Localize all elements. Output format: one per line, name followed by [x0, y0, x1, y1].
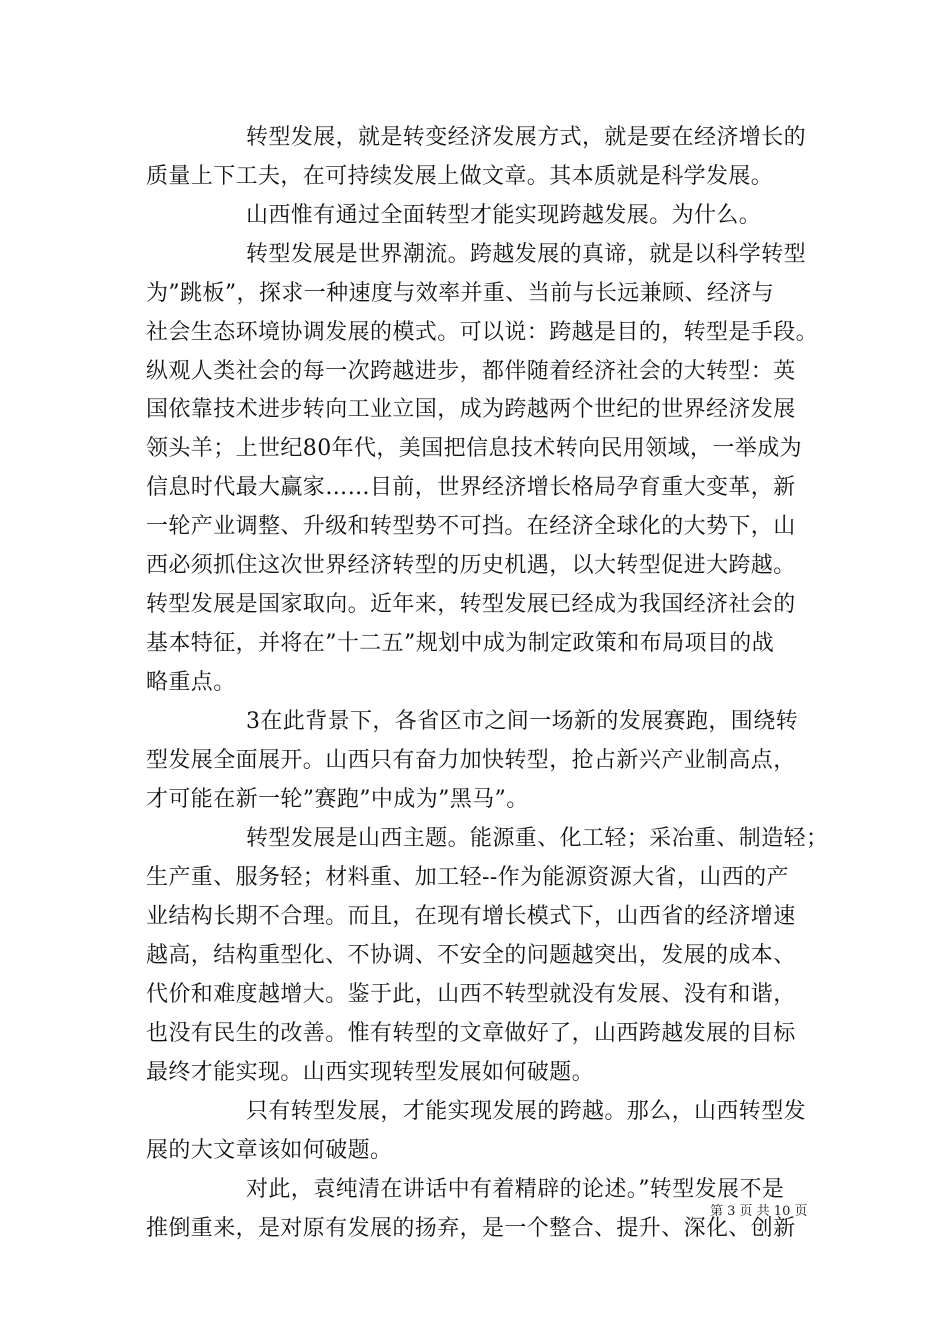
paragraph-line: 只有转型发展，才能实现发展的跨越。那么，山西转型发 [246, 1099, 807, 1124]
paragraph-line: 纵观人类社会的每一次跨越进步，都伴随着经济社会的大转型：英 [146, 359, 796, 384]
paragraph-line: 展的大文章该如何破题。 [146, 1138, 393, 1163]
paragraph-line: 为”跳板”，探求一种速度与效率并重、当前与长远兼顾、经济与 [146, 281, 775, 306]
paragraph-line: 西必须抓住这次世界经济转型的历史机遇，以大转型促进大跨越。 [146, 553, 796, 578]
paragraph-line: 转型发展是世界潮流。跨越发展的真谛，就是以科学转型 [246, 242, 807, 267]
paragraph-line: 也没有民生的改善。惟有转型的文章做好了，山西跨越发展的目标 [146, 1021, 796, 1046]
paragraph-line: 领头羊；上世纪80年代，美国把信息技术转向民用领域，一举成为 [146, 436, 802, 461]
paragraph-line: 推倒重来，是对原有发展的扬弃，是一个整合、提升、深化、创新 [146, 1216, 796, 1241]
paragraph-line: 社会生态环境协调发展的模式。可以说：跨越是目的，转型是手段。 [146, 320, 819, 345]
page-number: 第 3 页 共 10 页 [710, 1204, 808, 1219]
paragraph-line: 质量上下工夫，在可持续发展上做文章。其本质就是科学发展。 [146, 164, 774, 189]
paragraph-line: 最终才能实现。山西实现转型发展如何破题。 [146, 1060, 595, 1085]
paragraph-line: 一轮产业调整、升级和转型势不可挡。在经济全球化的大势下，山 [146, 514, 796, 539]
paragraph-line: 3在此背景下，各省区市之间一场新的发展赛跑，围绕转 [246, 709, 798, 734]
paragraph-line: 转型发展是山西主题。能源重、化工轻；采冶重、制造轻； [246, 826, 829, 851]
paragraph-line: 对此，袁纯清在讲话中有着精辟的论述。”转型发展不是 [246, 1177, 785, 1202]
paragraph-line: 越高，结构重型化、不协调、不安全的问题越突出，发展的成本、 [146, 943, 796, 968]
paragraph-line: 国依靠技术进步转向工业立国，成为跨越两个世纪的世界经济发展 [146, 397, 796, 422]
paragraph-line: 基本特征，并将在”十二五”规划中成为制定政策和布局项目的战 [146, 631, 775, 656]
paragraph-line: 才可能在新一轮”赛跑”中成为”黑马”。 [146, 787, 529, 812]
paragraph-line: 业结构长期不合理。而且，在现有增长模式下，山西省的经济增速 [146, 904, 796, 929]
paragraph-line: 山西惟有通过全面转型才能实现跨越发展。为什么。 [246, 203, 762, 228]
paragraph-line: 信息时代最大赢家……目前，世界经济增长格局孕育重大变革，新 [146, 475, 796, 500]
paragraph-line: 略重点。 [146, 670, 236, 695]
paragraph-line: 转型发展，就是转变经济发展方式，就是要在经济增长的 [246, 125, 807, 150]
paragraph-line: 型发展全面展开。山西只有奋力加快转型，抢占新兴产业制高点， [146, 748, 796, 773]
paragraph-line: 代价和难度越增大。鉴于此，山西不转型就没有发展、没有和谐， [146, 982, 796, 1007]
paragraph-line: 生产重、服务轻；材料重、加工轻--作为能源资源大省，山西的产 [146, 865, 789, 890]
paragraph-line: 转型发展是国家取向。近年来，转型发展已经成为我国经济社会的 [146, 592, 796, 617]
